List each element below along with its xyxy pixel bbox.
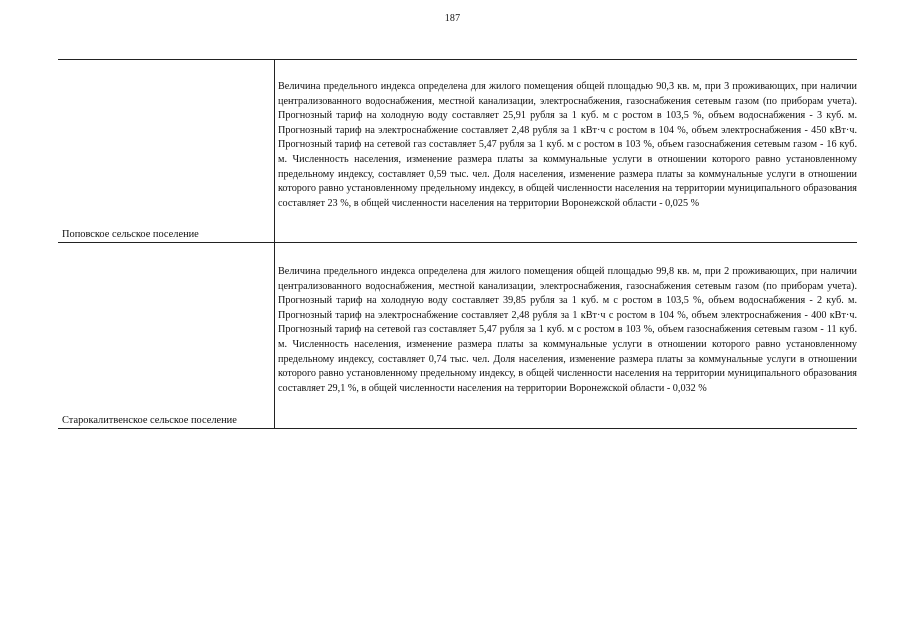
- table-row: [58, 60, 857, 243]
- settlements-table: [58, 59, 857, 429]
- settlement-description: Величина предельного индекса определена для жилого помещения общей площадью 99,8 кв. м, при 2 проживающих, при наличии централизованного водоснабжения, местной канализации, электроснабжения, газоснабжения сетевым газом (по приборам учета). Прогнозный тариф на холодную воду составляет 39,85 рубля за 1 куб. м с ростом в 103,5 %, объем водоснабжения - 2 куб. м. Прогнозный тариф на электроснабжение составляет 2,48 рубля за 1 кВт·ч с ростом в 104 %, объем электроснабжения - 400 кВт·ч. Прогнозный тариф на сетевой газ составляет 5,47 рубля за 1 куб. м с ростом в 103 %, объем газоснабжения сетевым газом - 11 куб. м. Численность населения, изменение размера платы за коммунальные услуги в отношении которого равно установленному предельному индексу, составляет 0,74 тыс. чел. Доля населения, изменение размера платы за коммунальные услуги в отношении которого равно установленному предельному индексу, в общей численности населения на территории муниципального образования составляет 29,1 %, в общей численности населения на территории Воронежской области - 0,032 %: [274, 243, 857, 428]
- settlement-name: Старокалитвенское сельское поселение: [62, 415, 237, 426]
- table-row: [58, 243, 857, 429]
- settlement-name: Поповское сельское поселение: [62, 229, 199, 240]
- page-number: 187: [444, 13, 461, 24]
- settlement-description: Величина предельного индекса определена для жилого помещения общей площадью 90,3 кв. м, при 3 проживающих, при наличии централизованного водоснабжения, местной канализации, электроснабжения, газоснабжения сетевым газом (по приборам учета). Прогнозный тариф на холодную воду составляет 25,91 рубля за 1 куб. м с ростом в 103,5 %, объем водоснабжения - 3 куб. м. Прогнозный тариф на электроснабжение составляет 2,48 рубля за 1 кВт·ч с ростом в 104 %, объем электроснабжения - 450 кВт·ч. Прогнозный тариф на сетевой газ составляет 5,47 рубля за 1 куб. м с ростом в 103 %, объем газоснабжения сетевым газом - 16 куб. м. Численность населения, изменение размера платы за коммунальные услуги в отношении которого равно установленному предельному индексу, составляет 0,59 тыс. чел. Доля населения, изменение размера платы за коммунальные услуги в отношении которого равно установленному предельному индексу, в общей численности населения на территории муниципального образования составляет 23 %, в общей численности населения на территории Воронежской области - 0,025 %: [274, 60, 857, 242]
